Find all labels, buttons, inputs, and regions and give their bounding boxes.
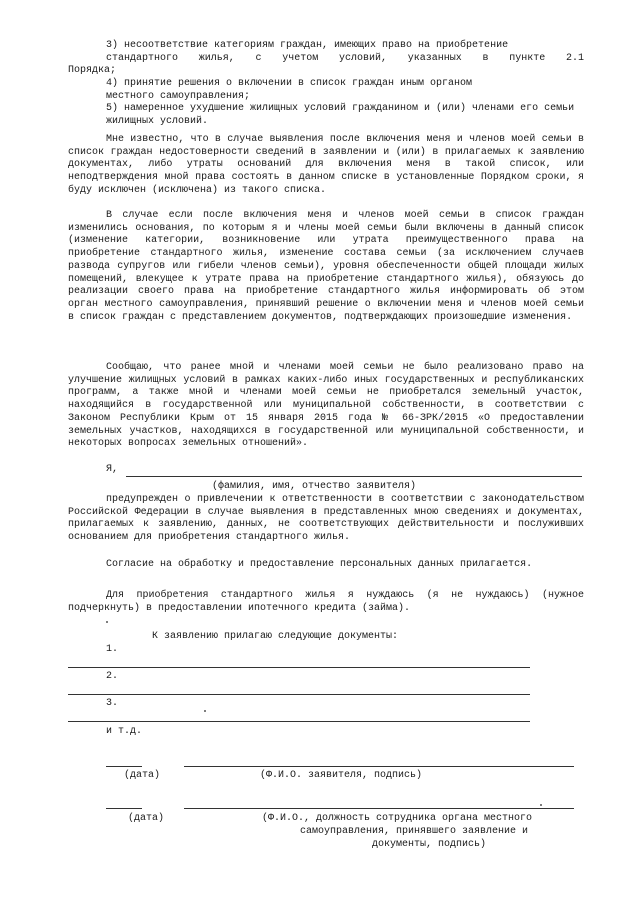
list-items-block (68, 40, 584, 129)
name-line (126, 476, 582, 477)
applicant-date-caption: (дата) (124, 770, 161, 781)
staff-caption-line-2: самоуправления, принявшего заявление и (300, 826, 529, 837)
item-4-line-1: 4) принятие решения о включении в список граждан иным органом (106, 78, 473, 90)
name-caption: (фамилия, имя, отчество заявителя) (212, 481, 417, 492)
item-5-line-2: жилищных условий. (106, 116, 209, 128)
item-3-line-1: 3) несоответствие категориям граждан, имеющих право на приобретение (106, 40, 509, 51)
known-paragraph: Мне известно, что в случае выявления после включения меня и членов моей семьи в список граждан недостоверности сведений в заявлении и (или) в прилагаемых к заявлению документах, либо утраты оснований для включения меня в такой список, или неподтверждения мной права состоять в данном списке в установленные Порядком сроки, я буду исключен (исключена) из такого списка. (68, 134, 584, 196)
attachments-heading: К заявлению прилагаю следующие документы: (152, 631, 399, 642)
attachment-line-1 (68, 667, 530, 668)
report-paragraph: Сообщаю, что ранее мной и членами моей семьи не было реализовано право на улучшение жилищных условий в рамках каких-либо иных государственных и республиканских программ, а также мной и членами моей семьи не приобретался земельный участок, находящийся в государственной или муниципальной собственности, в соответствии с Законом Республики Крым от 15 января 2015 года № 66-ЗРК/2015 «О предоставлении земельных участков, находящихся в государственной или муниципальной собственности, и некоторых вопросах земельных отношений». (68, 362, 584, 450)
change-paragraph: В случае если после включения меня и членов моей семьи в список граждан изменились основания, по которым я и члены моей семьи были включены в данный список (изменение категории, возникновение или утрата преимущественного права на приобретение стандартного жилья, изменение состава семьи (за исключением случаев развода супругов или гибели членов семьи), уровня обеспеченности общей площади жилых помещений, влекущее к утрате права на приобретение стандартного жилья), обязуюсь до реализации своего права на приобретение стандартного жилья информировать об этом орган местного самоуправления, принявший решение о включении меня и членов моей семьи в список граждан с представлением документов, подтверждающих произошедшие изменения. (68, 210, 584, 323)
item-5-line-1: 5) намеренное ухудшение жилищных условий гражданином и (или) членами его семьи (106, 103, 575, 115)
applicant-date-line (106, 766, 142, 767)
stray-mark-2 (204, 710, 206, 712)
stray-mark (106, 621, 108, 623)
attachment-etc: и т.д. (106, 726, 143, 737)
staff-sign-line (184, 808, 574, 809)
item-3-line-2: стандартного жилья, с учетом условий, указанных в пункте 2.1 (106, 52, 584, 64)
stray-mark-3 (540, 804, 542, 806)
staff-date-line (106, 808, 142, 809)
i-prefix: Я, (106, 464, 119, 475)
consent-paragraph: Согласие на обработку и предоставление персональных данных прилагается. (106, 559, 533, 570)
staff-caption-line-3: документы, подпись) (372, 839, 487, 850)
attachment-line-2 (68, 694, 530, 695)
mortgage-paragraph: Для приобретения стандартного жилья я нуждаюсь (я не нуждаюсь) (нужное подчеркнуть) в предоставлении ипотечного кредита (займа). (68, 590, 584, 614)
attachment-item-1: 1. (106, 644, 119, 655)
attachment-item-3: 3. (106, 698, 119, 709)
applicant-sign-line (184, 766, 574, 767)
warned-paragraph: предупрежден о привлечении к ответственности в соответствии с законодательством Российской Федерации в случае выявления в представленных мною сведениях и документах, прилагаемых к заявлению, данных, не соответствующих действительности и послуживших основанием для приобретения стандартного жилья. (68, 494, 584, 544)
applicant-name-caption: (Ф.И.О. заявителя, подпись) (260, 770, 423, 781)
item-3-line-3: Порядка; (68, 65, 117, 77)
attachment-item-2: 2. (106, 671, 119, 682)
attachment-line-3 (68, 721, 530, 722)
staff-caption-line-1: (Ф.И.О., должность сотрудника органа местного (262, 813, 533, 824)
item-4-line-2: местного самоуправления; (106, 90, 251, 102)
staff-date-caption: (дата) (128, 813, 165, 824)
